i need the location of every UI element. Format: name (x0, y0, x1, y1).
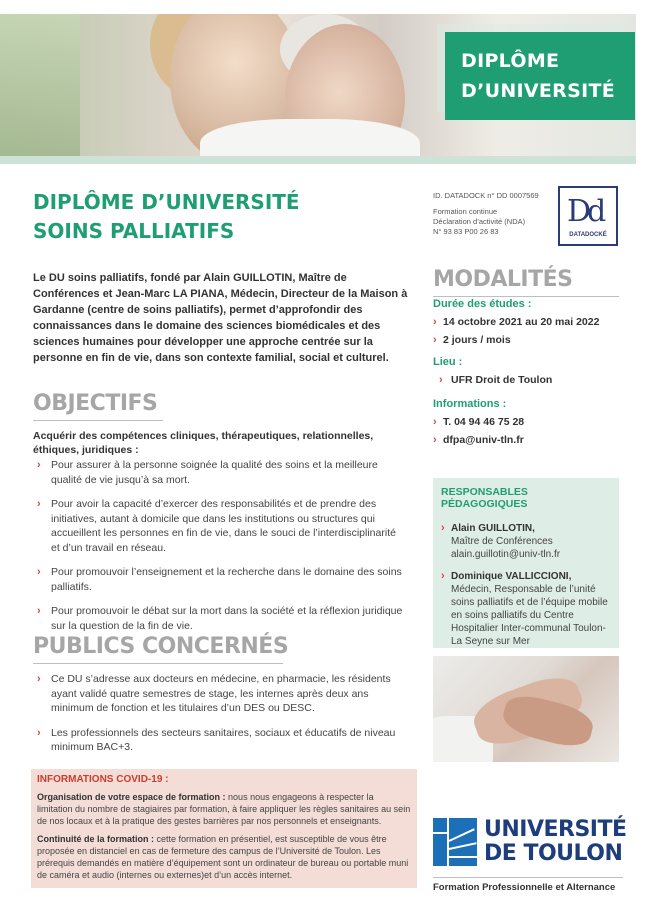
list-item: › Ce DU s’adresse aux docteurs en médecine, en pharmacie, les résidents ayant validé quatre semestres de stage, les internes après deux ans minimum de fonction et les titulaires d’un DES ou DESC. (37, 673, 391, 714)
covid-info-box (31, 769, 417, 888)
university-footer: Formation Professionnelle et Alternance (433, 877, 623, 893)
objectifs-lead: Acquérir des compétences cliniques, thérapeutiques, relationnelles, éthiques, juridiques : (33, 430, 374, 456)
chevron-right-icon: › (433, 434, 437, 446)
publics-list (33, 672, 403, 765)
title-line1: DIPLÔME D’UNIVERSITÉ (33, 190, 300, 214)
hero-underline (0, 156, 636, 164)
responsables-title: RESPONSABLES PÉDAGOGIQUES (441, 486, 528, 510)
publics-title: PUBLICS CONCERNÉS (33, 634, 289, 659)
title-line2: SOINS PALLIATIFS (33, 219, 235, 243)
list-item: › 2 jours / mois (433, 334, 511, 346)
chevron-right-icon: › (439, 374, 443, 386)
objectifs-list (33, 458, 403, 643)
chevron-right-icon: › (37, 605, 41, 617)
chevron-right-icon: › (37, 673, 41, 685)
chevron-right-icon: › (37, 726, 41, 739)
list-item: › UFR Droit de Toulon (439, 374, 553, 386)
phone-link[interactable]: › T. 04 94 46 75 28 (433, 416, 525, 428)
objectifs-rule (33, 420, 163, 421)
diploma-badge (445, 32, 635, 120)
responsables-box (433, 478, 619, 648)
chevron-right-icon: › (433, 416, 437, 428)
email-link[interactable]: › dfpa@univ-tln.fr (433, 434, 524, 446)
chevron-right-icon: › (37, 566, 41, 578)
list-item: › Pour avoir la capacité d’exercer des responsabilités et de prendre des initiatives, autant à domicile que dans les institutions ou structures qui accueillent les personnes en fin de vie, dans le souci de l’interdisciplinarité et d’un travail en réseau. (37, 498, 396, 554)
chevron-right-icon: › (441, 522, 445, 534)
chevron-right-icon: › (433, 316, 437, 328)
page-title (33, 188, 413, 246)
publics-rule (33, 663, 283, 664)
datadock-logo: Dd DATADOCKÉ (558, 186, 618, 246)
covid-paragraph-1: Organisation de votre espace de formation : nous nous engageons à respecter la limitation du nombre de stagiaires par formation, à faire appliquer les règles sanitaires au sein de nos locaux et à la pratique des gestes barrières par nos personnels et enseignants. (37, 792, 411, 826)
badge-line1: DIPLÔME (461, 50, 560, 72)
university-logo-icon (433, 818, 477, 866)
responsable-email[interactable]: alain.guillotin@univ-tln.fr (451, 549, 561, 560)
responsable-1: › Alain GUILLOTIN, Maître de Conférences alain.guillotin@univ-tln.fr (441, 522, 561, 560)
objectifs-title: OBJECTIFS (33, 391, 158, 416)
list-item: › 14 octobre 2021 au 20 mai 2022 (433, 316, 600, 328)
list-item: › Pour promouvoir l’enseignement et la recherche dans le domaine des soins palliatifs. (37, 566, 402, 593)
chevron-right-icon: › (37, 459, 41, 471)
badge-line2: D’UNIVERSITÉ (461, 80, 615, 102)
responsable-2: › Dominique VALLICCIONI, Médecin, Responsable de l’unité soins palliatifs et de l’équipe mobile en soins palliatifs du Centre Hospitalier Inter-communal Toulon-La Seyne sur Mer (441, 570, 608, 647)
list-item: › Les professionnels des secteurs sanitaires, sociaux et éducatifs de niveau minimum BAC+3. (37, 726, 396, 753)
chevron-right-icon: › (433, 334, 437, 346)
intro-text: Le DU soins palliatifs, fondé par Alain GUILLOTIN, Maître de Conférences et Jean-Marc LA PIANA, Médecin, Directeur de la Maison à Gardanne (centre de soins palliatifs), permet d’approfondir des connaissances dans le domaine des sciences biomédicales et des sciences humaines pour développer une approche centrée sur la personne en fin de vie, dans son contexte familial, social et culturel. (33, 272, 408, 364)
chevron-right-icon: › (441, 570, 445, 582)
covid-title: INFORMATIONS COVID-19 : (37, 774, 169, 785)
modalites-title: MODALITÉS (433, 267, 573, 292)
list-item: › Pour assurer à la personne soignée la qualité des soins et la meilleure qualité de vie jusqu’à sa mort. (37, 459, 378, 486)
list-item: › Pour promouvoir le débat sur la mort dans la société et la réflexion juridique sur la question de la fin de vie. (37, 605, 403, 632)
modalites-informations: Informations : › T. 04 94 46 75 28 › dfpa@univ-tln.fr (433, 396, 633, 448)
datadock-info: ID. DATADOCK n° DD 0007569 Formation continue Déclaration d’activité (NDA) N° 93 83 P00 26 83 (433, 191, 539, 236)
university-name: UNIVERSITÉ DE TOULON (484, 817, 627, 866)
hands-photo (433, 656, 619, 762)
chevron-right-icon: › (37, 498, 41, 510)
modalites-duree: Durée des études : › 14 octobre 2021 au 20 mai 2022 › 2 jours / mois (433, 296, 633, 348)
covid-paragraph-2: Continuité de la formation : cette formation en présentiel, est susceptible de vous être proposée en distanciel en cas de fermeture des campus de l’Université de Toulon. Les prérequis demandés en matière d’équipement sont un ordinateur de bureau ou portable muni de caméra et audio (internes ou externes)et d’un accès internet. (37, 834, 409, 880)
modalites-lieu: Lieu : › UFR Droit de Toulon (433, 354, 633, 388)
